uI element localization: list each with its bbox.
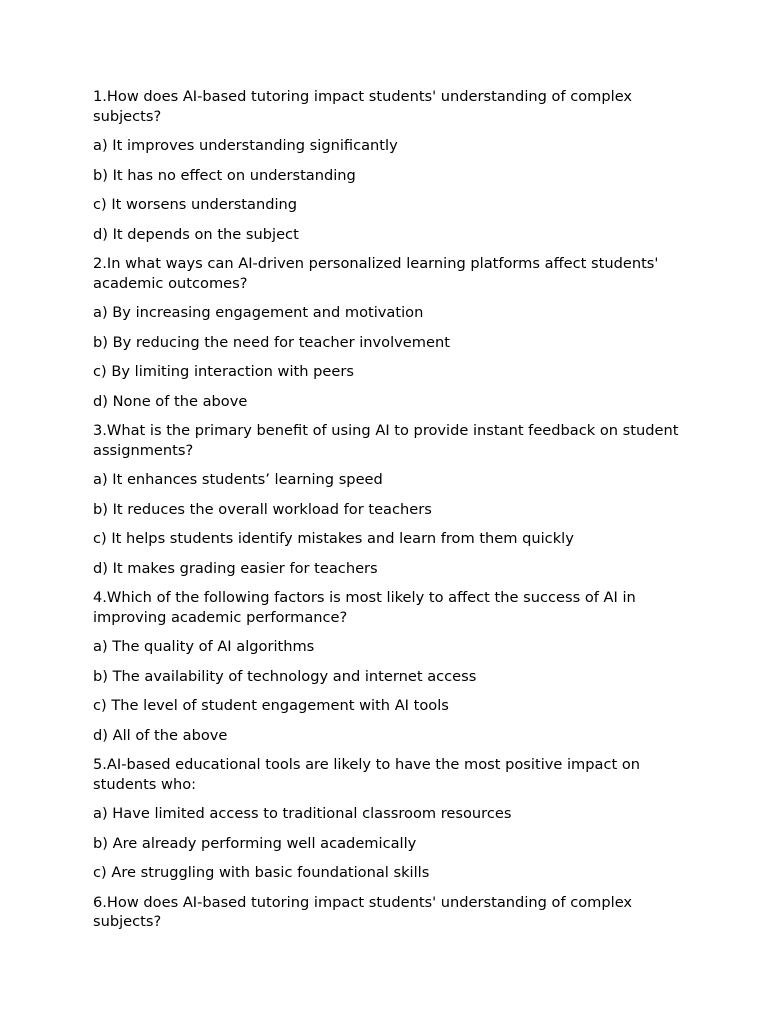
question-text: 1.How does AI-based tutoring impact students' understanding of complex subjects? xyxy=(93,88,633,125)
answer-option: a) By increasing engagement and motivation xyxy=(93,304,424,321)
answer-option: b) By reducing the need for teacher involvement xyxy=(93,333,450,351)
answer-option: a) It enhances students’ learning speed xyxy=(93,471,383,488)
question-text: 5.AI-based educational tools are likely to have the most positive impact on students who: xyxy=(93,756,641,793)
answer-option: d) All of the above xyxy=(93,726,228,744)
question-text: 2.In what ways can AI-driven personalized learning platforms affect students' academic outcomes? xyxy=(93,255,659,292)
answer-option: d) It depends on the subject xyxy=(93,225,299,243)
answer-option: d) None of the above xyxy=(93,392,248,410)
answer-option: b) The availability of technology and internet access xyxy=(93,667,477,685)
answer-option: c) It worsens understanding xyxy=(93,196,298,213)
answer-option: b) It has no effect on understanding xyxy=(93,166,356,184)
answer-option: c) It helps students identify mistakes and learn from them quickly xyxy=(93,530,574,547)
question-text: 4.Which of the following factors is most likely to affect the success of AI in improving academic performance? xyxy=(93,589,636,626)
answer-option: a) The quality of AI algorithms xyxy=(93,638,315,655)
answer-option: d) It makes grading easier for teachers xyxy=(93,559,378,577)
document-page xyxy=(93,87,683,942)
answer-option: c) The level of student engagement with AI tools xyxy=(93,697,449,714)
answer-option: c) By limiting interaction with peers xyxy=(93,363,354,380)
answer-option: c) Are struggling with basic foundational skills xyxy=(93,864,430,881)
question-text: 6.How does AI-based tutoring impact students' understanding of complex subjects? xyxy=(93,893,633,930)
answer-option: b) It reduces the overall workload for teachers xyxy=(93,500,432,518)
answer-option: a) It improves understanding significantly xyxy=(93,137,398,154)
answer-option: a) Have limited access to traditional classroom resources xyxy=(93,805,512,822)
answer-option: b) Are already performing well academically xyxy=(93,834,417,852)
question-text: 3.What is the primary benefit of using AI to provide instant feedback on student assignments? xyxy=(93,422,679,459)
